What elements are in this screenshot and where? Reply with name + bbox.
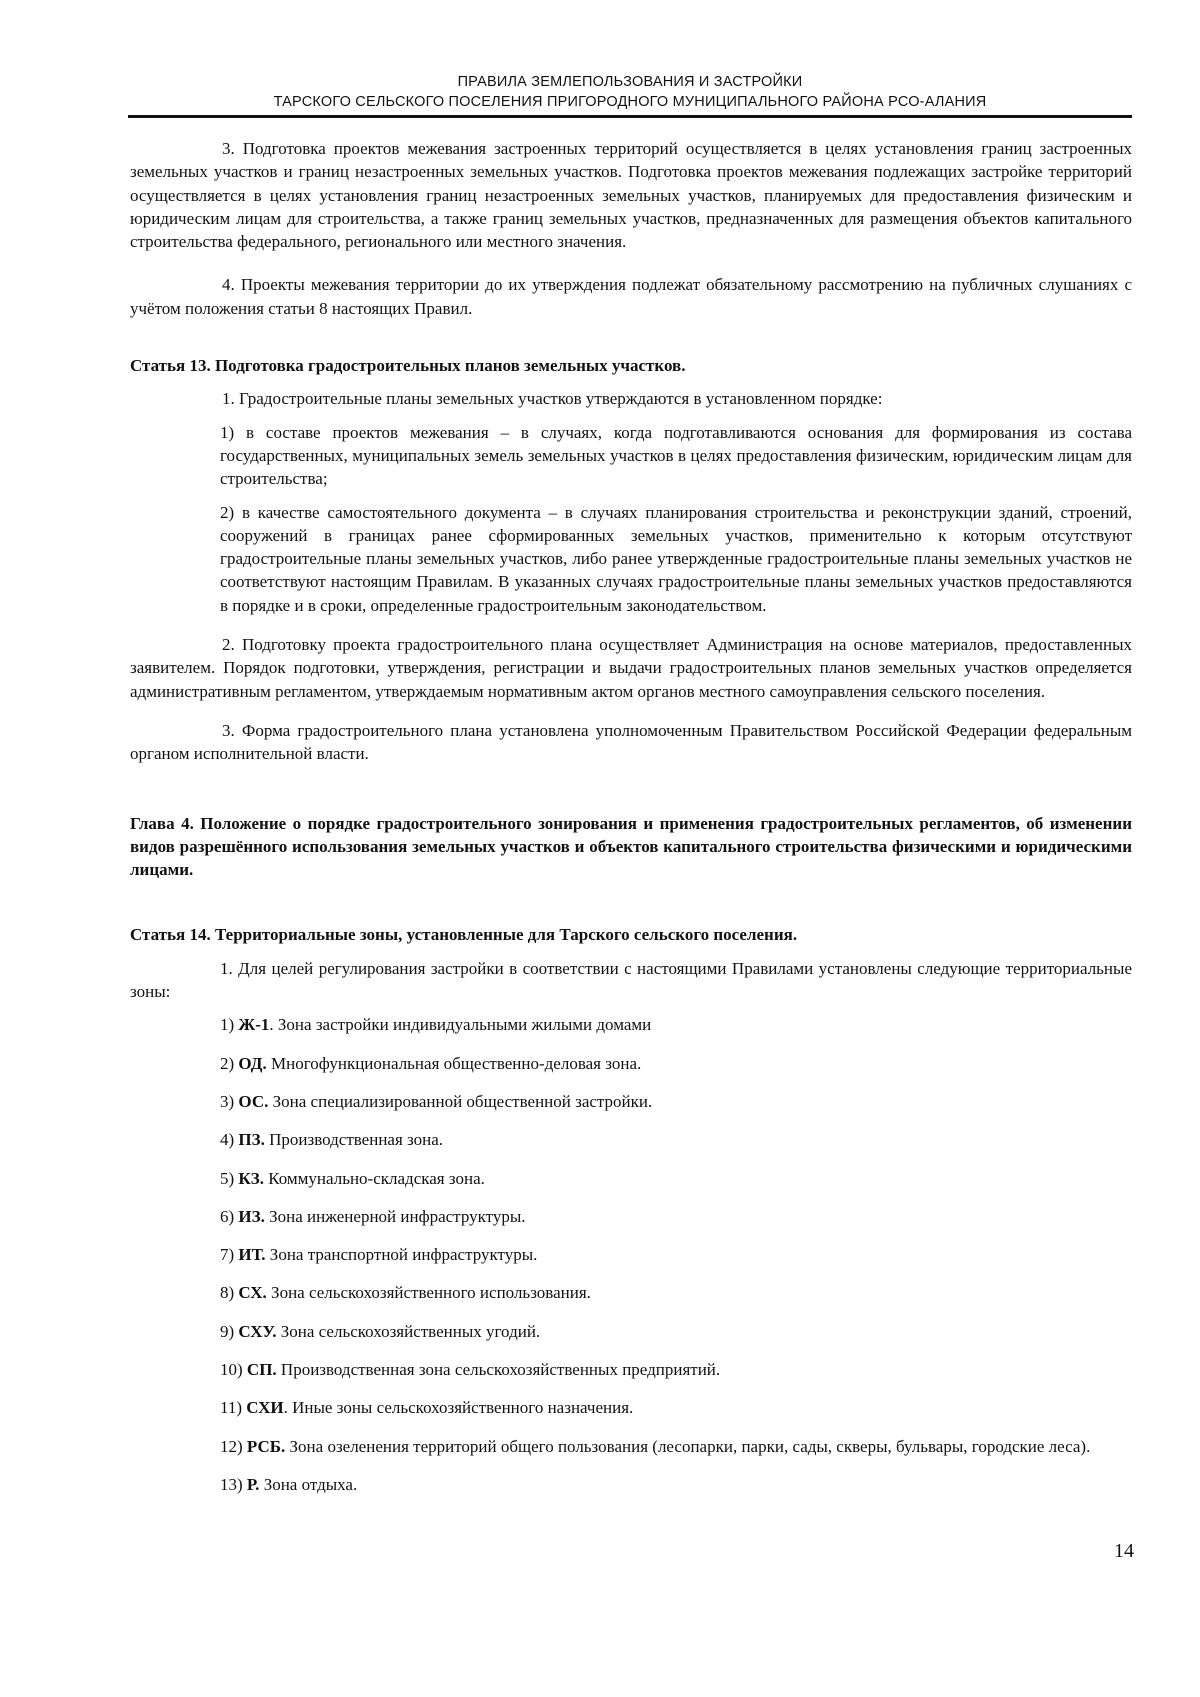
zone-number: 9) — [220, 1321, 235, 1341]
article-13-title: Статья 13. Подготовка градостроительных планов земельных участков. — [130, 356, 686, 376]
zone-code: СХИ — [246, 1398, 284, 1418]
zone-list-item — [220, 1358, 1132, 1381]
zone-code: Ж-1 — [238, 1015, 270, 1035]
zone-code: ОС. — [238, 1091, 269, 1111]
zone-number: 12) — [220, 1436, 243, 1456]
zone-code: СХ. — [238, 1283, 267, 1303]
zone-number: 2) — [220, 1053, 235, 1073]
zone-code: Р. — [246, 1474, 260, 1494]
zone-number: 13) — [220, 1474, 243, 1494]
zone-code: СП. — [246, 1359, 277, 1379]
zone-description: Зона озеленения территорий общего пользования (лесопарки, парки, сады, скверы, бульвары, городские леса). — [285, 1436, 1091, 1456]
zone-list-item — [220, 1052, 1132, 1075]
zone-code: РСБ. — [246, 1436, 286, 1456]
zone-list — [130, 1013, 1132, 1496]
zone-number: 10) — [220, 1359, 243, 1379]
zone-list-item — [220, 1243, 1132, 1266]
zone-description: . Иные зоны сельскохозяйственного назначения. — [283, 1398, 634, 1418]
zone-list-item — [220, 1435, 1132, 1458]
zone-number: 3) — [220, 1091, 235, 1111]
article-13-subitem-1: 1) в составе проектов межевания – в случаях, когда подготавливаются основания для формирования из состава государственных, муниципальных земель земельных участков в целях предоставления физическим, юридическим лицам для строительства; — [220, 422, 1132, 489]
page-number: 14 — [1114, 1540, 1134, 1562]
zone-description: Зона транспортной инфраструктуры. — [265, 1245, 538, 1265]
document-body — [130, 137, 1132, 1496]
zone-description: Производственная зона сельскохозяйственных предприятий. — [276, 1359, 721, 1379]
zone-number: 6) — [220, 1206, 235, 1226]
article-14-paragraph-1: 1. Для целей регулирования застройки в соответствии с настоящими Правилами установлены следующие территориальные зоны: — [130, 958, 1132, 1002]
zone-number: 1) — [220, 1015, 235, 1035]
zone-list-item — [220, 1205, 1132, 1228]
article-13-subitem-2: 2) в качестве самостоятельного документа – в случаях планирования строительства и реконструкции зданий, строений, сооружений в границах ранее сформированных земельных участков, применительно к которым отсутствуют градостроительные планы земельных участков, либо ранее утвержденные градостроительные планы земельных участков не соответствуют настоящим Правилам. В указанных случаях градостроительные планы земельных участков предоставляются в порядке и в сроки, определенные градостроительным законодательством. — [220, 502, 1132, 615]
zone-description: . Зона застройки индивидуальными жилыми домами — [269, 1015, 652, 1035]
zone-list-item — [220, 1281, 1132, 1304]
zone-description: Зона сельскохозяйственного использования. — [266, 1283, 591, 1303]
zone-code: ПЗ. — [238, 1130, 265, 1150]
zone-description: Производственная зона. — [264, 1130, 444, 1150]
zone-description: Зона отдыха. — [259, 1474, 358, 1494]
zone-description: Коммунально-складская зона. — [263, 1168, 485, 1188]
zone-code: КЗ. — [238, 1168, 264, 1188]
zone-number: 4) — [220, 1130, 235, 1150]
zone-number: 7) — [220, 1245, 235, 1265]
zone-description: Зона инженерной инфраструктуры. — [264, 1206, 526, 1226]
zone-list-item — [220, 1167, 1132, 1190]
header-line-2: ТАРСКОГО СЕЛЬСКОГО ПОСЕЛЕНИЯ ПРИГОРОДНОГО МУНИЦИПАЛЬНОГО РАЙОНА РСО-АЛАНИЯ — [273, 94, 987, 110]
article-14-title: Статья 14. Территориальные зоны, установленные для Тарского сельского поселения. — [130, 925, 798, 945]
header-divider — [128, 115, 1132, 118]
zone-list-item — [220, 1473, 1132, 1496]
zone-code: ИЗ. — [238, 1206, 265, 1226]
zone-list-item — [220, 1320, 1132, 1343]
zone-code: СХУ. — [238, 1321, 277, 1341]
paragraph-4: 4. Проекты межевания территории до их утверждения подлежат обязательному рассмотрению на публичных слушаниях с учётом положения статьи 8 настоящих Правил. — [130, 275, 1132, 318]
zone-list-item — [220, 1128, 1132, 1151]
chapter-4-title: Глава 4. Положение о порядке градостроительного зонирования и применения градостроительных регламентов, об изменении видов разрешённого использования земельных участков и объектов капитального строительства физическими и юридическими лицами. — [130, 813, 1132, 880]
zone-number: 5) — [220, 1168, 235, 1188]
article-13-paragraph-1: 1. Градостроительные планы земельных участков утверждаются в установленном порядке: — [222, 389, 883, 409]
zone-description: Многофункциональная общественно-деловая зона. — [266, 1053, 642, 1073]
zone-number: 11) — [220, 1398, 243, 1418]
zone-list-item — [220, 1090, 1132, 1113]
running-header — [128, 72, 1132, 112]
zone-description: Зона сельскохозяйственных угодий. — [276, 1321, 541, 1341]
zone-code: ОД. — [238, 1053, 267, 1073]
article-13-paragraph-2: 2. Подготовку проекта градостроительного плана осуществляет Администрация на основе материалов, предоставленных заявителем. Порядок подготовки, утверждения, регистрации и выдачи градостроительных планов земельных участков определяется административным регламентом, утверждаемым нормативным актом органов местного самоуправления сельского поселения. — [130, 635, 1132, 701]
zone-code: ИТ. — [238, 1245, 266, 1265]
zone-list-item — [220, 1013, 1132, 1036]
zone-description: Зона специализированной общественной застройки. — [268, 1091, 653, 1111]
zone-number: 8) — [220, 1283, 235, 1303]
paragraph-3: 3. Подготовка проектов межевания застроенных территорий осуществляется в целях установления границ застроенных земельных участков и границ незастроенных земельных участков. Подготовка проектов межевания подлежащих застройке территорий осуществляется в целях установления границ незастроенных земельных участков, планируемых для предоставления физическим и юридическим лицам для строительства, а также границ земельных участков, предназначенных для размещения объектов капитального строительства федерального, регионального или местного значения. — [130, 139, 1132, 252]
zone-list-item — [220, 1396, 1132, 1419]
header-line-1: ПРАВИЛА ЗЕМЛЕПОЛЬЗОВАНИЯ И ЗАСТРОЙКИ — [457, 74, 803, 90]
article-13-paragraph-3: 3. Форма градостроительного плана установлена уполномоченным Правительством Российской Федерации федеральным органом исполнительной власти. — [130, 720, 1132, 764]
